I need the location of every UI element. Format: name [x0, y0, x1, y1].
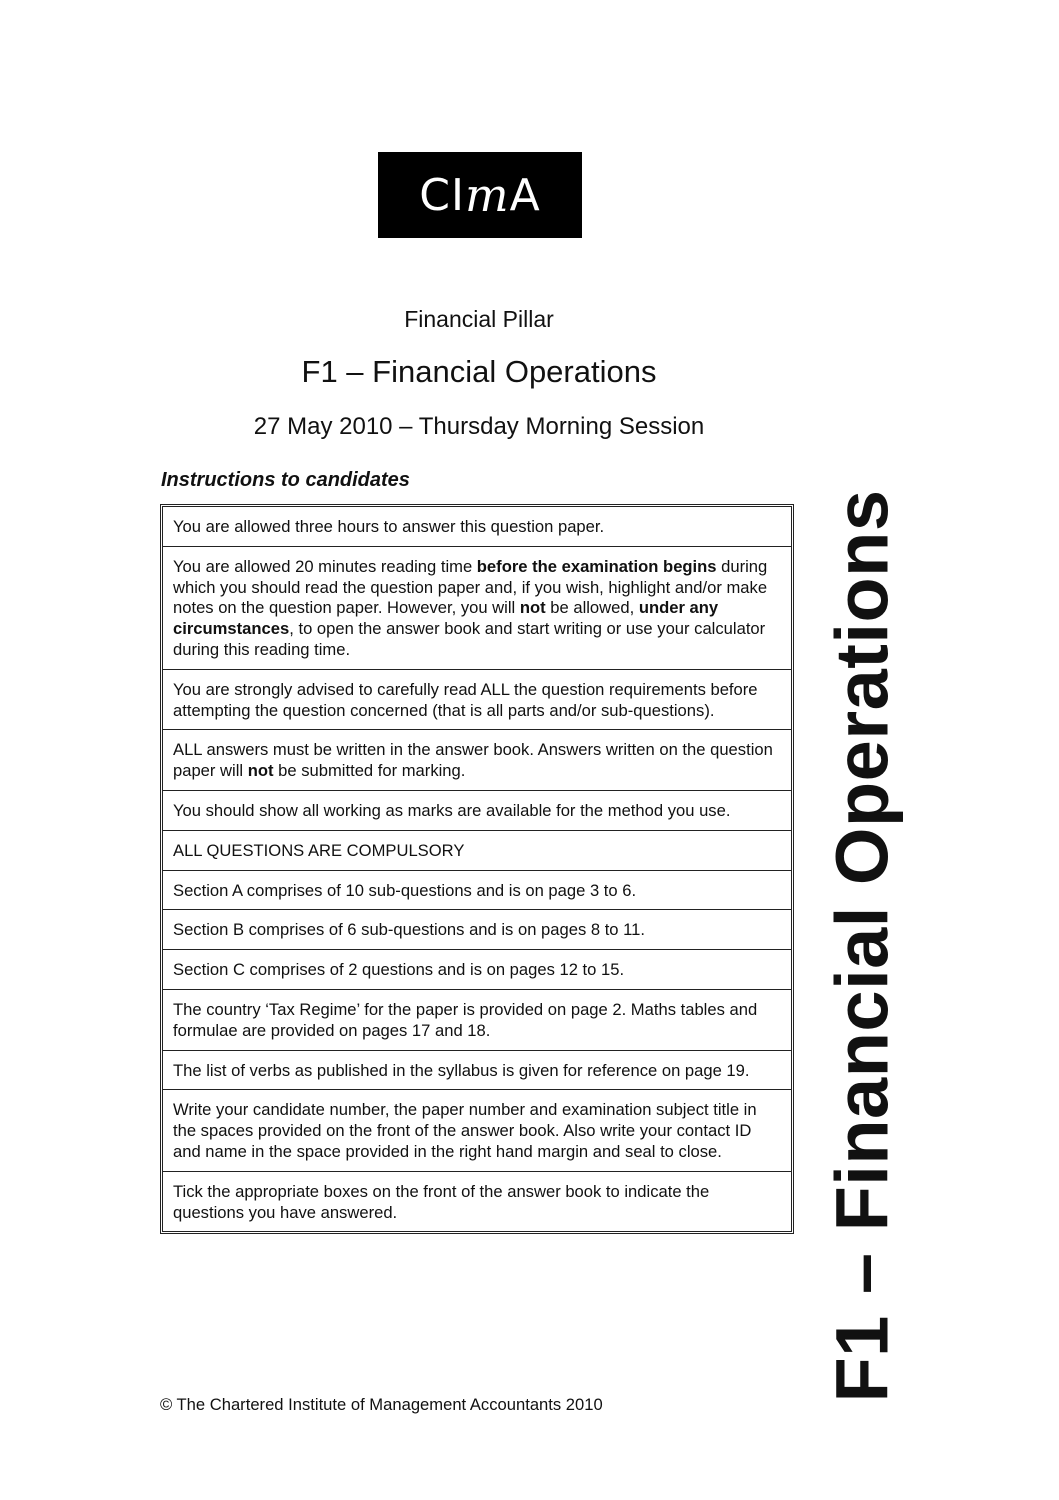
side-title-text: F1 – Financial Operations	[820, 489, 904, 1403]
instruction-row	[163, 547, 791, 670]
instructions-heading: Instructions to candidates	[161, 469, 410, 491]
instruction-row	[163, 990, 791, 1051]
instructions-table	[160, 504, 794, 1234]
instruction-text: You are allowed three hours to answer this question paper.	[173, 517, 605, 536]
logo-text-ci: CI	[419, 169, 465, 221]
instruction-row	[163, 950, 791, 990]
instruction-row	[163, 507, 791, 547]
instruction-text: The list of verbs as published in the syllabus is given for reference on page 19.	[173, 1060, 750, 1080]
pillar-label: Financial Pillar	[404, 306, 554, 332]
instruction-row	[163, 1090, 791, 1171]
cima-logo	[378, 152, 582, 238]
instruction-text: be submitted for marking.	[273, 761, 466, 781]
instruction-text: Write your candidate number, the paper number and examination subject title in the spaces provided on the front of the answer book. Also write your contact ID and name in the space provided in the right hand margin and seal to close.	[173, 1100, 757, 1161]
instruction-text: You are allowed 20 minutes reading time	[173, 556, 477, 576]
instruction-row	[163, 910, 791, 950]
copyright-notice: © The Chartered Institute of Management Accountants 2010	[160, 1395, 603, 1414]
instruction-text: ALL answers must be written in the answer book. Answers written on the question paper will	[173, 740, 773, 781]
logo-text-m: m	[464, 168, 510, 222]
instruction-text: , to open the answer book and start writing or use your calculator during this reading time.	[173, 619, 766, 659]
instruction-emphasis: under any circumstances	[173, 598, 719, 639]
instruction-text: You are strongly advised to carefully read ALL the question requirements before attempting the question concerned (that is all parts and/or sub-questions).	[173, 679, 758, 720]
instruction-row	[163, 730, 791, 791]
logo-text-a: A	[509, 169, 541, 221]
instruction-text: Section B comprises of 6 sub-questions and is on pages 8 to 11.	[173, 920, 645, 940]
instruction-text: ALL QUESTIONS ARE COMPULSORY	[173, 840, 465, 860]
session-date: 27 May 2010 – Thursday Morning Session	[253, 413, 705, 440]
instruction-emphasis: not	[519, 598, 546, 618]
instruction-text: Section C comprises of 2 questions and is on pages 12 to 15.	[173, 960, 625, 980]
instruction-text: Section A comprises of 10 sub-questions and is on page 3 to 6.	[173, 880, 637, 900]
instruction-emphasis: before the examination begins	[476, 556, 717, 576]
instruction-text: Tick the appropriate boxes on the front of the answer book to indicate the questions you have answered.	[173, 1181, 710, 1222]
instruction-text: during which you should read the question paper and, if you wish, highlight and/or make notes on the question paper. However, you will	[173, 556, 768, 618]
instruction-emphasis: not	[247, 761, 274, 781]
instruction-row	[163, 1172, 791, 1232]
instruction-text: be allowed,	[545, 598, 639, 618]
instruction-text: The country ‘Tax Regime’ for the paper is provided on page 2. Maths tables and formulae are provided on pages 17 and 18.	[173, 999, 758, 1040]
paper-title: F1 – Financial Operations	[301, 354, 657, 389]
instruction-row	[163, 670, 791, 731]
instruction-row	[163, 1051, 791, 1091]
instruction-text: You should show all working as marks are available for the method you use.	[173, 800, 731, 820]
instruction-row	[163, 791, 791, 831]
instruction-row	[163, 831, 791, 871]
instruction-row	[163, 871, 791, 911]
